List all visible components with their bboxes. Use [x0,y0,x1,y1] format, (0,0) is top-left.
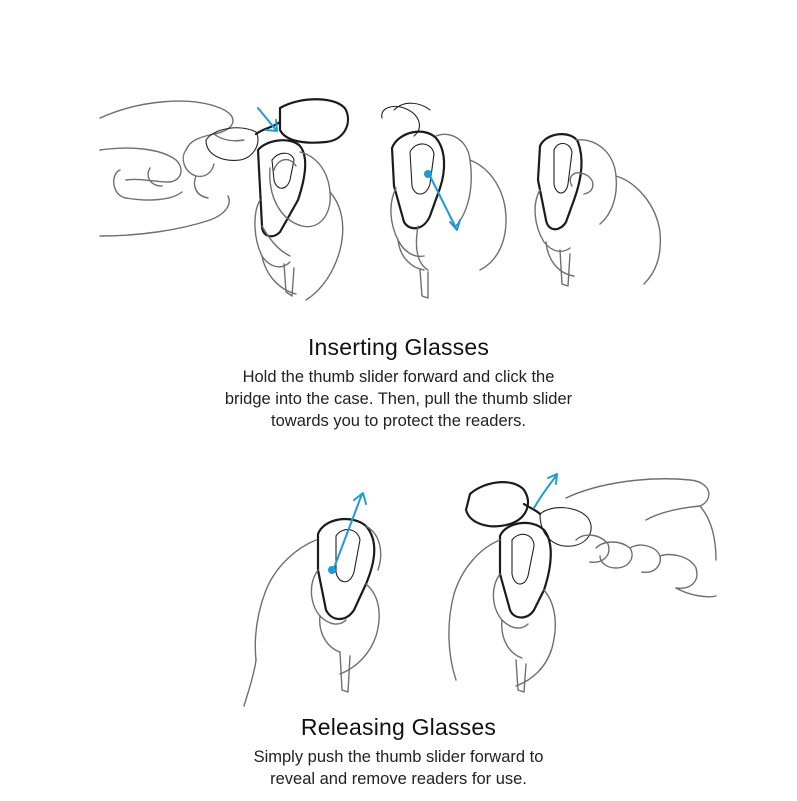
inserting-line-2: bridge into the case. Then, pull the thumb slider [224,390,573,408]
step-insert-closed-illustration [535,134,660,286]
step-insert-click-illustration [100,99,348,300]
releasing-title: Releasing Glasses [300,714,497,740]
inserting-instructions [0,366,797,432]
step-insert-pull-illustration [382,103,506,298]
releasing-section [0,714,797,790]
releasing-instructions [0,746,797,790]
step-release-remove-illustration [449,474,716,692]
step-release-push-illustration [244,493,381,706]
inserting-section [0,334,797,432]
inserting-line-3: towards you to protect the readers. [271,412,526,430]
releasing-line-2: reveal and remove readers for use. [270,770,527,788]
releasing-line-1: Simply push the thumb slider forward to [253,748,544,766]
inserting-title: Inserting Glasses [307,334,490,360]
inserting-line-1: Hold the thumb slider forward and click the [242,368,555,386]
